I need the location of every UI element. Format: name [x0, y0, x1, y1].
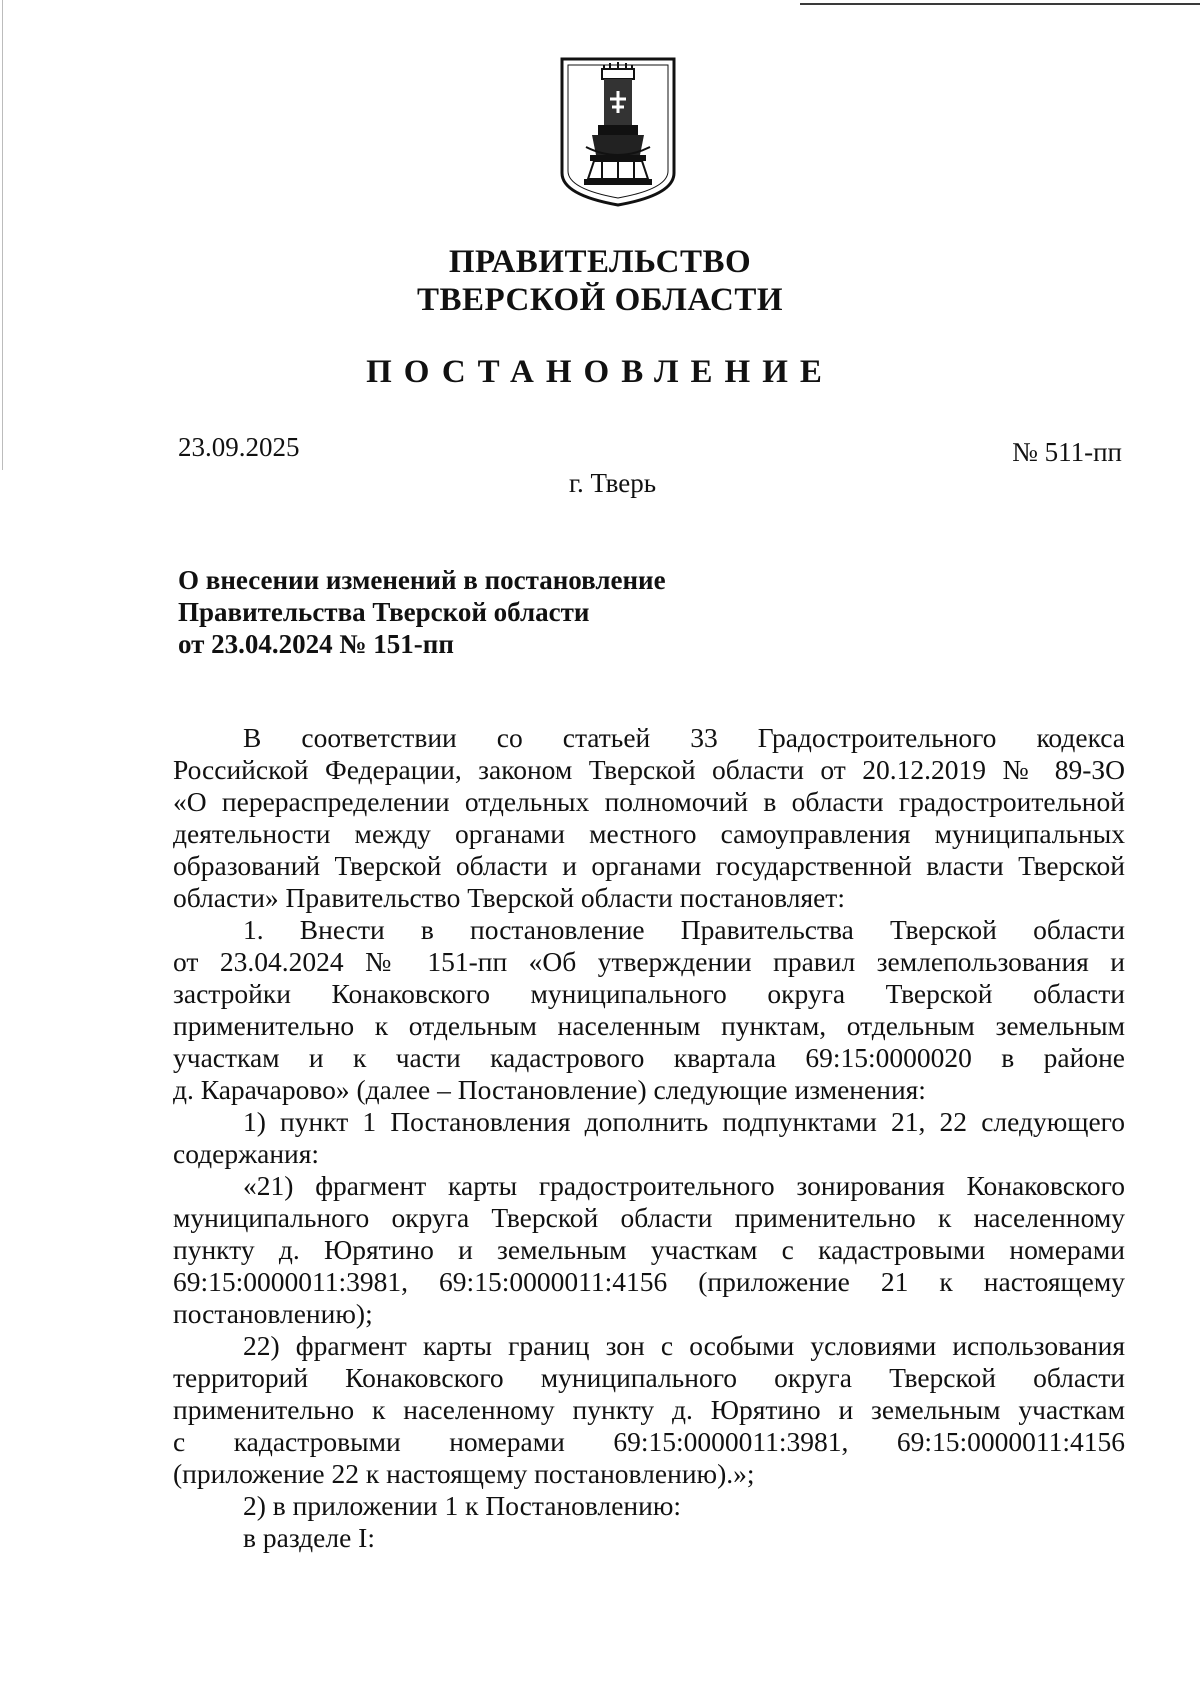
document-title-line: от 23.04.2024 № 151-пп — [178, 629, 454, 659]
body-text-line: деятельности между органами местного самоуправления муниципальных — [173, 818, 1125, 849]
body-text-line: 69:15:0000011:3981, 69:15:0000011:4156 (приложение 21 к настоящему — [173, 1266, 1125, 1297]
document-title-line: О внесении изменений в постановление — [178, 565, 666, 595]
document-title-line: Правительства Тверской области — [178, 597, 590, 627]
body-text-line: 1. Внести в постановление Правительства Тверской области — [243, 914, 1125, 945]
body-text-line: участкам и к части кадастрового квартала 69:15:0000020 в районе — [173, 1042, 1125, 1073]
body-text-line: от 23.04.2024 № 151-пп «Об утверждении правил землепользования и — [173, 946, 1125, 977]
body-text-line: Российской Федерации, законом Тверской области от 20.12.2019 № 89-ЗО — [173, 754, 1125, 785]
body-text-line: 2) в приложении 1 к Постановлению: — [243, 1490, 682, 1521]
coat-of-arms-emblem — [558, 55, 678, 207]
body-text-line: с кадастровыми номерами 69:15:0000011:3981, 69:15:0000011:4156 — [173, 1426, 1125, 1457]
body-text-line: 1) пункт 1 Постановления дополнить подпунктами 21, 22 следующего — [243, 1106, 1125, 1137]
document-type: ПОСТАНОВЛЕНИЕ — [366, 354, 834, 390]
document-date: 23.09.2025 — [178, 432, 300, 462]
body-text-line: применительно к отдельным населенным пунктам, отдельным земельным — [173, 1010, 1125, 1041]
scan-artifact-top — [800, 3, 1200, 5]
body-text-line: д. Карачарово» (далее – Постановление) следующие изменения: — [173, 1074, 926, 1105]
body-text-line: постановлению); — [173, 1298, 373, 1329]
body-text-line: застройки Конаковского муниципального округа Тверской области — [173, 978, 1125, 1009]
body-text-line: образований Тверской области и органами государственной власти Тверской — [173, 850, 1125, 881]
body-text-line: применительно к населенному пункту д. Юрятино и земельным участкам — [173, 1394, 1125, 1425]
document-number: № 511-пп — [1012, 437, 1122, 467]
body-text-line: «21) фрагмент карты градостроительного зонирования Конаковского — [243, 1170, 1125, 1201]
body-text-line: 22) фрагмент карты границ зон с особыми условиями использования — [243, 1330, 1125, 1361]
body-text-line: пункту д. Юрятино и земельным участкам с кадастровыми номерами — [173, 1234, 1125, 1265]
body-text-line: (приложение 22 к настоящему постановлению).»; — [173, 1458, 755, 1489]
organization-name-line-2: ТВЕРСКОЙ ОБЛАСТИ — [416, 282, 784, 318]
body-text-line: в разделе I: — [243, 1522, 375, 1553]
scan-artifact-left — [2, 0, 3, 470]
body-text-line: муниципального округа Тверской области применительно к населенному — [173, 1202, 1125, 1233]
body-text-line: территорий Конаковского муниципального округа Тверской области — [173, 1362, 1125, 1393]
body-text-line: «О перераспределении отдельных полномочий в области градостроительной — [173, 786, 1125, 817]
body-text-line: области» Правительство Тверской области постановляет: — [173, 882, 845, 913]
body-text-line: В соответствии со статьей 33 Градостроительного кодекса — [243, 722, 1125, 753]
document-city: г. Тверь — [568, 468, 657, 498]
organization-name-line-1: ПРАВИТЕЛЬСТВО — [448, 244, 752, 280]
body-text-line: содержания: — [173, 1138, 320, 1169]
